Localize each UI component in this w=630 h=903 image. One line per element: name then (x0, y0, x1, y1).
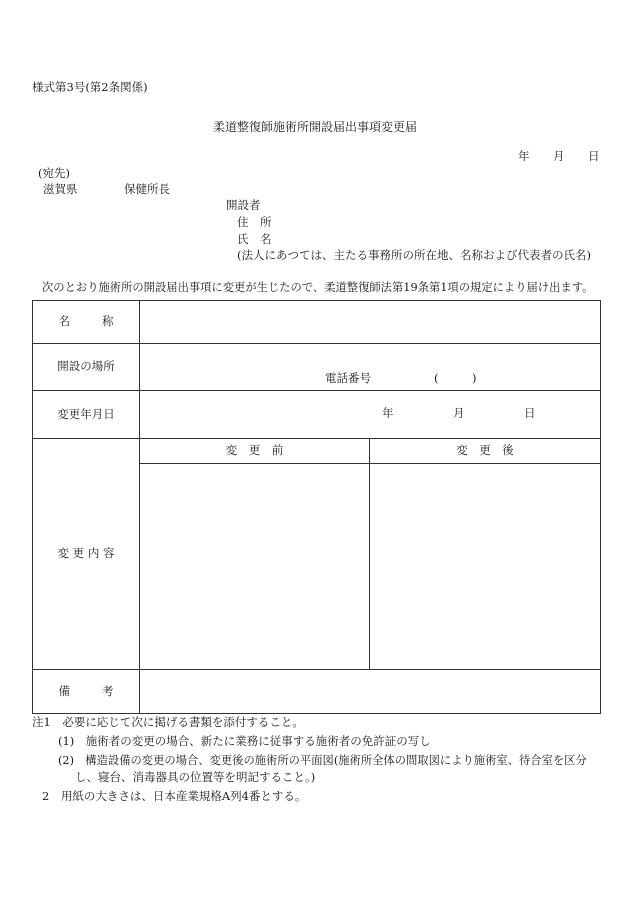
remarks-value-cell[interactable] (140, 670, 601, 714)
before-header: 変 更 前 (225, 443, 284, 458)
addressee-office: 保健所長 (124, 182, 170, 196)
phone-label: 電話番号 (325, 371, 371, 385)
remarks-label-2: 考 (102, 683, 114, 698)
change-date-label: 変更年月日 (57, 406, 115, 421)
after-header: 変 更 後 (456, 443, 514, 458)
location-label: 開設の場所 (57, 359, 115, 374)
note-1-item-2-line-2: し、寝台、消毒器具の位置等を明記すること。) (75, 770, 316, 784)
phone-paren-open: ( (434, 371, 439, 385)
date-year-label: 年 (518, 149, 530, 163)
change-date-label-cell (33, 391, 140, 439)
addressee-prefecture: 滋賀県 (43, 182, 78, 196)
change-date-day: 日 (524, 406, 536, 420)
change-date-value-cell[interactable] (140, 391, 601, 439)
date-month-label: 月 (553, 149, 565, 163)
change-notification-table (32, 300, 601, 714)
after-content-cell[interactable] (370, 464, 601, 670)
remarks-label-cell (33, 670, 140, 714)
applicant-address-label: 住 所 (237, 215, 272, 229)
row-change-header (33, 439, 601, 464)
addressee-prefix: (宛先) (38, 166, 70, 180)
name-label-2: 称 (102, 314, 114, 329)
change-content-label-cell (33, 439, 140, 670)
applicant-label: 開設者 (226, 198, 261, 212)
note-1-item-1: (1) 施術者の変更の場合、新たに業務に従事する施術者の免許証の写し (58, 734, 431, 748)
before-header-cell (140, 439, 370, 464)
name-value-cell[interactable] (140, 301, 601, 344)
date-day-label: 日 (588, 149, 600, 163)
location-label-cell (33, 344, 140, 391)
name-label-1: 名 (58, 314, 70, 329)
applicant-corporate-note: (法人にあつては、主たる事務所の所在地、名称および代表者の氏名) (237, 248, 591, 262)
name-label-cell (33, 301, 140, 344)
remarks-label-1: 備 (58, 683, 70, 698)
form-number: 様式第3号(第2条関係) (32, 80, 148, 94)
change-date-month: 月 (453, 406, 465, 420)
row-remarks (33, 670, 601, 714)
before-content-cell[interactable] (140, 464, 370, 670)
note-1-item-2-line-1: (2) 構造設備の変更の場合、変更後の施術所の平面図(施術所全体の間取図により施術室、待合室を区分 (58, 754, 587, 767)
phone-paren-close: ) (472, 371, 477, 385)
row-location (33, 344, 601, 391)
note-2: 2 用紙の大きさは、日本産業規格A列4番とする。 (42, 789, 307, 803)
statement-text: 次のとおり施術所の開設届出事項に変更が生じたので、柔道整復師法第19条第1項の規定により届け出ます。 (42, 281, 594, 294)
after-header-cell (370, 439, 601, 464)
location-value-cell[interactable] (140, 344, 601, 391)
change-date-year: 年 (382, 406, 394, 420)
row-change-date (33, 391, 601, 439)
applicant-name-label: 氏 名 (237, 232, 272, 246)
document-title: 柔道整復師施術所開設届出事項変更届 (212, 120, 417, 134)
note-1: 注1 必要に応じて次に掲げる書類を添付すること。 (32, 715, 304, 729)
row-name (33, 301, 601, 344)
change-content-label: 変 更 内 容 (57, 546, 115, 561)
